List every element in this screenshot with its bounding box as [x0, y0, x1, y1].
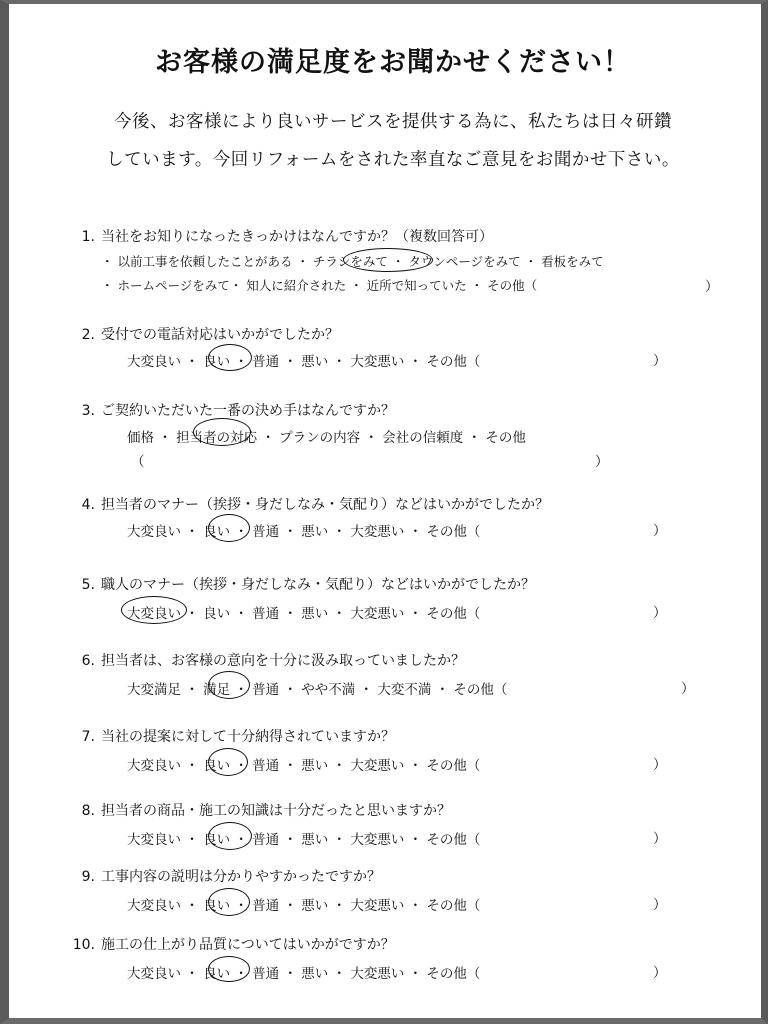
answer-circle	[208, 514, 250, 542]
question-3	[65, 400, 395, 420]
question-10-close-paren: ）	[653, 965, 667, 981]
question-text: 受付での電話対応はいかがでしたか？	[101, 327, 339, 343]
question-5	[65, 574, 535, 594]
question-text: 担当者のマナー（挨拶・身だしなみ・気配り）などはいかがでしたか？	[101, 497, 549, 513]
question-7-close-paren: ）	[653, 757, 667, 773]
answer-circle	[208, 822, 252, 850]
question-9-options: 大変良い ・ 良い ・ 普通 ・ 悪い ・ 大変悪い ・ その他（	[127, 898, 481, 914]
question-number: 2.	[81, 327, 95, 343]
question-6-close-paren: ）	[681, 681, 695, 697]
question-number: 10.	[72, 937, 95, 953]
question-4-close-paren: ）	[653, 523, 667, 539]
question-10-options: 大変良い ・ 良い ・ 普通 ・ 悪い ・ 大変悪い ・ その他（	[127, 966, 481, 982]
question-2-close-paren: ）	[653, 353, 667, 369]
question-4	[65, 494, 549, 514]
question-text: 当社の提案に対して十分納得されていますか？	[101, 729, 395, 745]
question-number: 1.	[81, 229, 95, 245]
intro-line-1: 今後、お客様により良いサービスを提供する為に、私たちは日々研鑽	[114, 112, 672, 132]
survey-title: お客様の満足度をお聞かせください！	[155, 47, 631, 78]
answer-circle	[343, 248, 433, 272]
question-9	[65, 866, 381, 886]
question-4-options: 大変良い ・ 良い ・ 普通 ・ 悪い ・ 大変悪い ・ その他（	[127, 524, 481, 540]
intro-line-2: しています。今回リフォームをされた率直なご意見をお聞かせ下さい。	[106, 150, 680, 170]
question-3-options: 価格 ・ 担当者の対応 ・ プランの内容 ・ 会社の信頼度 ・ その他	[127, 430, 526, 446]
answer-circle	[208, 888, 250, 916]
answer-circle	[208, 748, 248, 776]
question-1	[65, 226, 493, 246]
question-number: 5.	[81, 577, 95, 593]
question-6-options: 大変満足 ・ 満足 ・ 普通 ・ やや不満 ・ 大変不満 ・ その他（	[127, 682, 508, 698]
question-3-open-paren: （	[131, 454, 145, 470]
question-number: 6.	[81, 653, 95, 669]
answer-circle	[208, 344, 252, 371]
answer-circle	[193, 418, 251, 446]
question-8-options: 大変良い ・ 良い ・ 普通 ・ 悪い ・ 大変悪い ・ その他（	[127, 832, 481, 848]
question-5-options: 大変良い ・ 良い ・ 普通 ・ 悪い ・ 大変悪い ・ その他（	[127, 606, 481, 622]
question-1-options-line-2: ・ ホームページをみて・ 知人に紹介された ・ 近所で知っていた ・ その他（	[101, 278, 538, 293]
question-text: 職人のマナー（挨拶・身だしなみ・気配り）などはいかがでしたか？	[101, 577, 535, 593]
question-number: 8.	[81, 803, 95, 819]
answer-circle	[208, 956, 250, 982]
question-7	[65, 726, 395, 746]
question-1-close-paren: ）	[705, 279, 719, 295]
question-9-close-paren: ）	[653, 897, 667, 913]
question-text: 担当者は、お客様の意向を十分に汲み取っていましたか？	[101, 653, 465, 669]
question-number: 3.	[81, 403, 95, 419]
question-8	[65, 800, 451, 820]
question-2-options: 大変良い ・ 良い ・ 普通 ・ 悪い ・ 大変悪い ・ その他（	[127, 354, 481, 370]
question-6	[65, 650, 465, 670]
question-text: 施工の仕上がり品質についてはいかがですか？	[101, 937, 395, 953]
question-text: 当社をお知りになったきっかけはなんですか？（複数回答可）	[101, 229, 493, 245]
question-10	[65, 934, 395, 954]
question-2	[65, 324, 339, 344]
question-number: 4.	[81, 497, 95, 513]
question-1-options-line-1: ・ 以前工事を依頼したことがある ・ チラシをみて ・ タウンページをみて ・ 看板をみて	[101, 254, 604, 269]
answer-circle	[208, 671, 250, 699]
question-number: 9.	[81, 869, 95, 885]
question-8-close-paren: ）	[653, 831, 667, 847]
question-text: 工事内容の説明は分かりやすかったですか？	[101, 869, 381, 885]
question-number: 7.	[81, 729, 95, 745]
question-7-options: 大変良い ・ 良い ・ 普通 ・ 悪い ・ 大変悪い ・ その他（	[127, 758, 481, 774]
question-text: ご契約いただいた一番の決め手はなんですか？	[101, 403, 395, 419]
question-3-close-paren: ）	[595, 454, 609, 470]
answer-circle	[121, 596, 187, 624]
question-text: 担当者の商品・施工の知識は十分だったと思いますか？	[101, 803, 451, 819]
question-5-close-paren: ）	[653, 605, 667, 621]
